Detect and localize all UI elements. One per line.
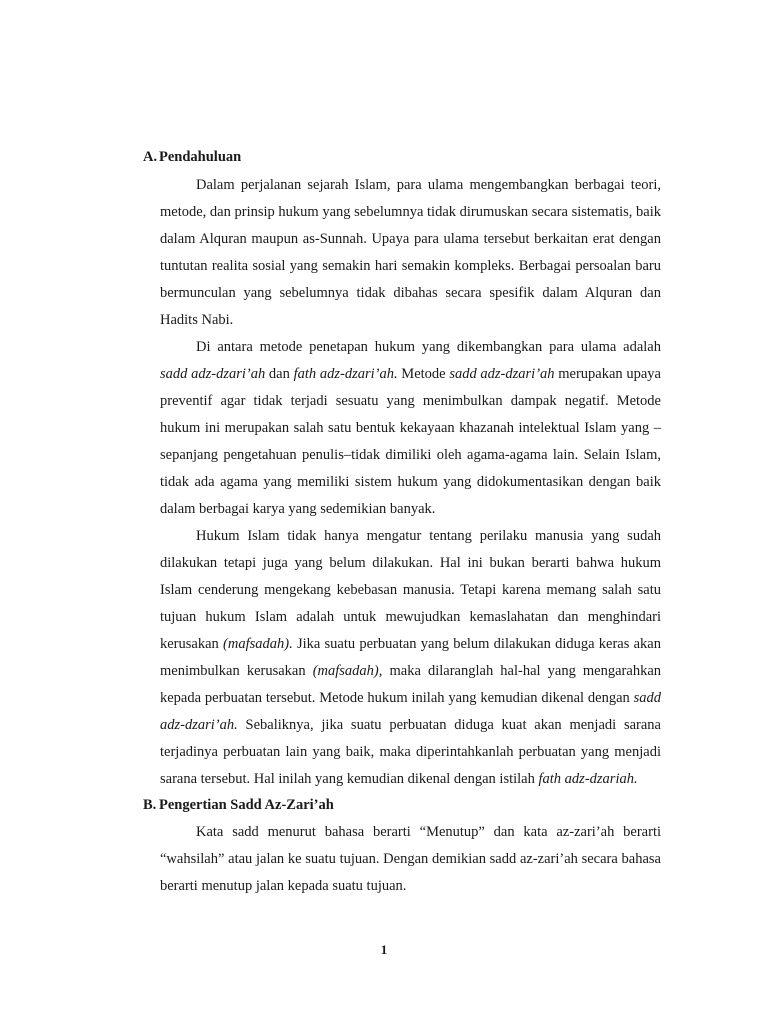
italic-term: (mafsadah), [312,663,383,679]
italic-term: fath adz-dzariah. [538,771,638,787]
section-pendahuluan [143,145,661,793]
paragraph-text: Metode [397,366,450,382]
section-title: Pendahuluan [159,149,242,165]
section-body [160,819,661,900]
paragraph-text: Hukum Islam tidak hanya mengatur tentang perilaku manusia yang sudah dilakukan tetapi juga yang belum dilakukan. Hal ini bukan berarti bahwa hukum Islam cenderung mengekang kebebasan manusia. Tetapi karena memang salah satu tujuan hukum Islam adalah untuk mewujudkan kemaslahatan dan menghindari kerusakan [160,528,661,652]
italic-term: sadd adz-dzari’ah [160,366,266,382]
italic-term: fath adz-dzari’ah. [293,366,398,382]
paragraph-text: maka dilaranglah hal-hal yang mengarahkan kepada perbuatan tersebut. Metode hukum inilah yang kemudian dikenal dengan [160,663,662,706]
paragraph [160,334,661,523]
paragraph [160,819,661,900]
section-heading-pengertian [143,793,661,817]
page-content [143,145,661,900]
section-title: Pengertian Sadd Az-Zari’ah [159,797,334,813]
paragraph [160,523,661,793]
section-number: A. [143,149,158,165]
paragraph-text: Dalam perjalanan sejarah Islam, para ulama mengembangkan berbagai teori, metode, dan prinsip hukum yang sebelumnya tidak dirumuskan secara sistematis, baik dalam Alquran maupun as-Sunnah. Upaya para ulama tersebut berkaitan erat dengan tuntutan realita sosial yang semakin hari semakin kompleks. Berbagai persoalan baru bermunculan yang sebelumnya tidak dibahas secara spesifik dalam Alquran dan Hadits Nabi. [160,177,661,328]
paragraph-text: Kata sadd menurut bahasa berarti “Menutup” dan kata az-zari’ah berarti “wahsilah” atau jalan ke suatu tujuan. Dengan demikian sadd az-zari’ah secara bahasa berarti menutup jalan kepada suatu tujuan. [160,824,661,894]
italic-term: sadd adz-dzari’ah [449,366,555,382]
page-number: 1 [380,942,388,957]
italic-term: sadd adz-dzari’ah. [160,690,661,733]
section-number: B. [143,797,157,813]
section-body [160,172,661,793]
section-heading-pendahuluan [143,145,661,169]
paragraph [160,172,661,334]
paragraph-text: merupakan upaya preventif agar tidak terjadi sesuatu yang menimbulkan dampak negatif. Metode hukum ini merupakan salah satu bentuk kekayaan khazanah intelektual Islam yang –sepanjang pengetahuan penulis–tidak dimiliki oleh agama-agama lain. Selain Islam, tidak ada agama yang memiliki sistem hukum yang didokumentasikan dengan baik dalam berbagai karya yang sedemikian banyak. [160,366,661,517]
paragraph-text: Di antara metode penetapan hukum yang dikembangkan para ulama adalah [196,339,661,355]
section-pengertian [143,793,661,900]
italic-term: (mafsadah). [223,636,293,652]
paragraph-text: Jika suatu perbuatan yang belum dilakukan diduga keras akan menimbulkan kerusakan [160,636,661,679]
paragraph-text: Sebaliknya, jika suatu perbuatan diduga kuat akan menjadi sarana terjadinya perbuatan lain yang baik, maka diperintahkanlah perbuatan yang menjadi sarana tersebut. Hal inilah yang kemudian dikenal dengan istilah [160,717,661,787]
paragraph-text: dan [265,366,294,382]
